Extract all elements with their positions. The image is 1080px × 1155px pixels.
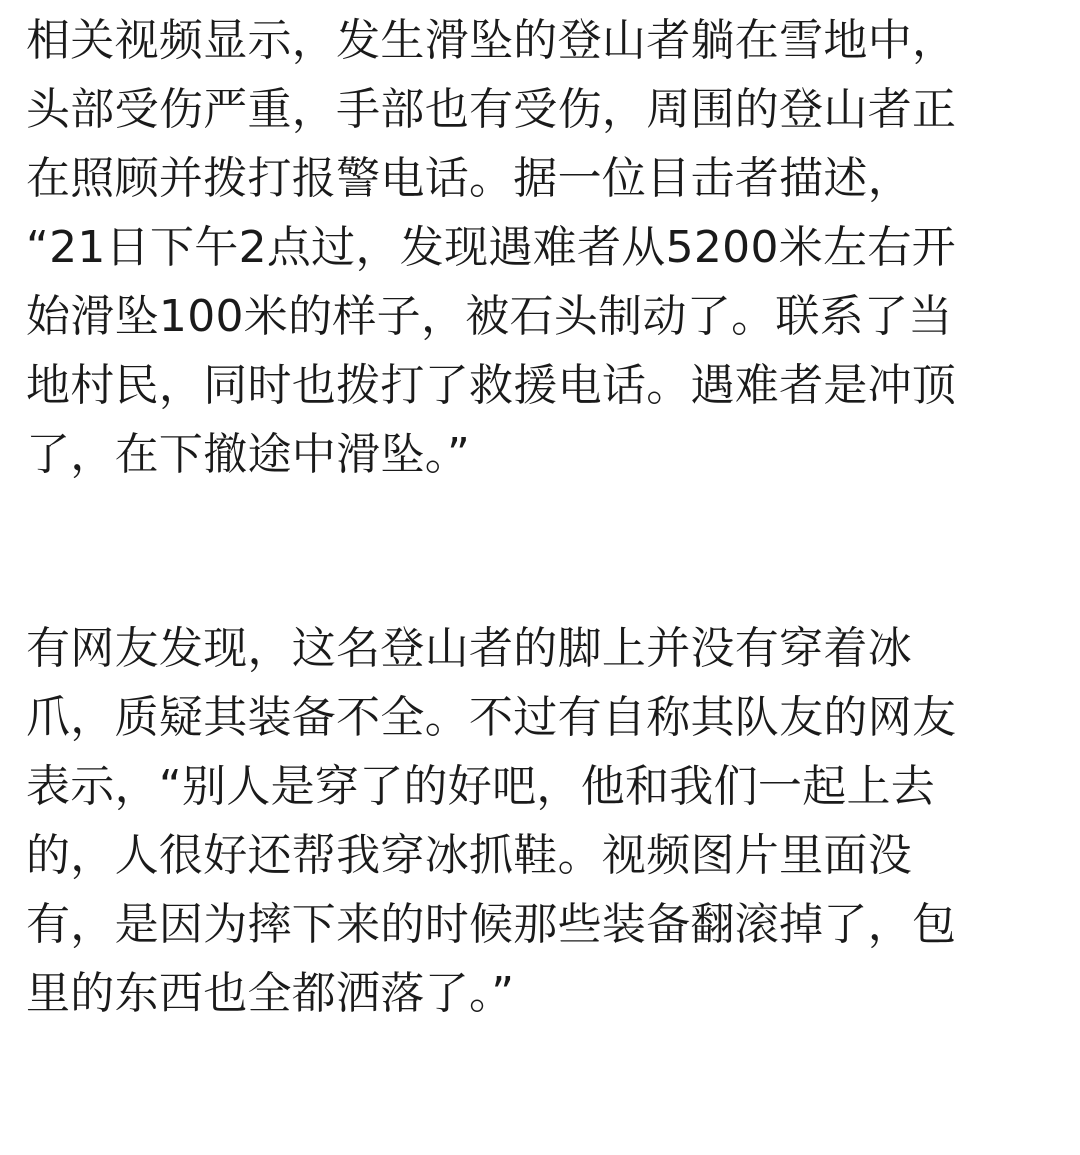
text-line: 头部受伤严重，手部也有受伤，周围的登山者正 (26, 84, 957, 135)
text-line: “21日下午2点过，发现遇难者从5200米左右开 (26, 222, 956, 273)
paragraph-1 (26, 6, 1066, 489)
article-body (26, 6, 1066, 1028)
text-line: 爪，质疑其装备不全。不过有自称其队友的网友 (26, 692, 957, 743)
text-line: 地村民，同时也拨打了救援电话。遇难者是冲顶 (26, 360, 957, 411)
paragraph-spacer (26, 489, 1066, 614)
text-line: 始滑坠100米的样子，被石头制动了。联系了当 (26, 291, 953, 342)
text-line: 的，人很好还帮我穿冰抓鞋。视频图片里面没 (26, 830, 912, 881)
text-line: 了，在下撤途中滑坠。” (26, 429, 471, 480)
text-line: 表示，“别人是穿了的好吧，他和我们一起上去 (26, 761, 936, 812)
text-line: 有，是因为摔下来的时候那些装备翻滚掉了，包 (26, 899, 957, 950)
text-line: 有网友发现，这名登山者的脚上并没有穿着冰 (26, 623, 912, 674)
paragraph-2 (26, 614, 1066, 1028)
text-line: 里的东西也全都洒落了。” (26, 968, 515, 1019)
text-line: 相关视频显示，发生滑坠的登山者躺在雪地中， (26, 15, 957, 66)
text-line: 在照顾并拨打报警电话。据一位目击者描述， (26, 153, 912, 204)
